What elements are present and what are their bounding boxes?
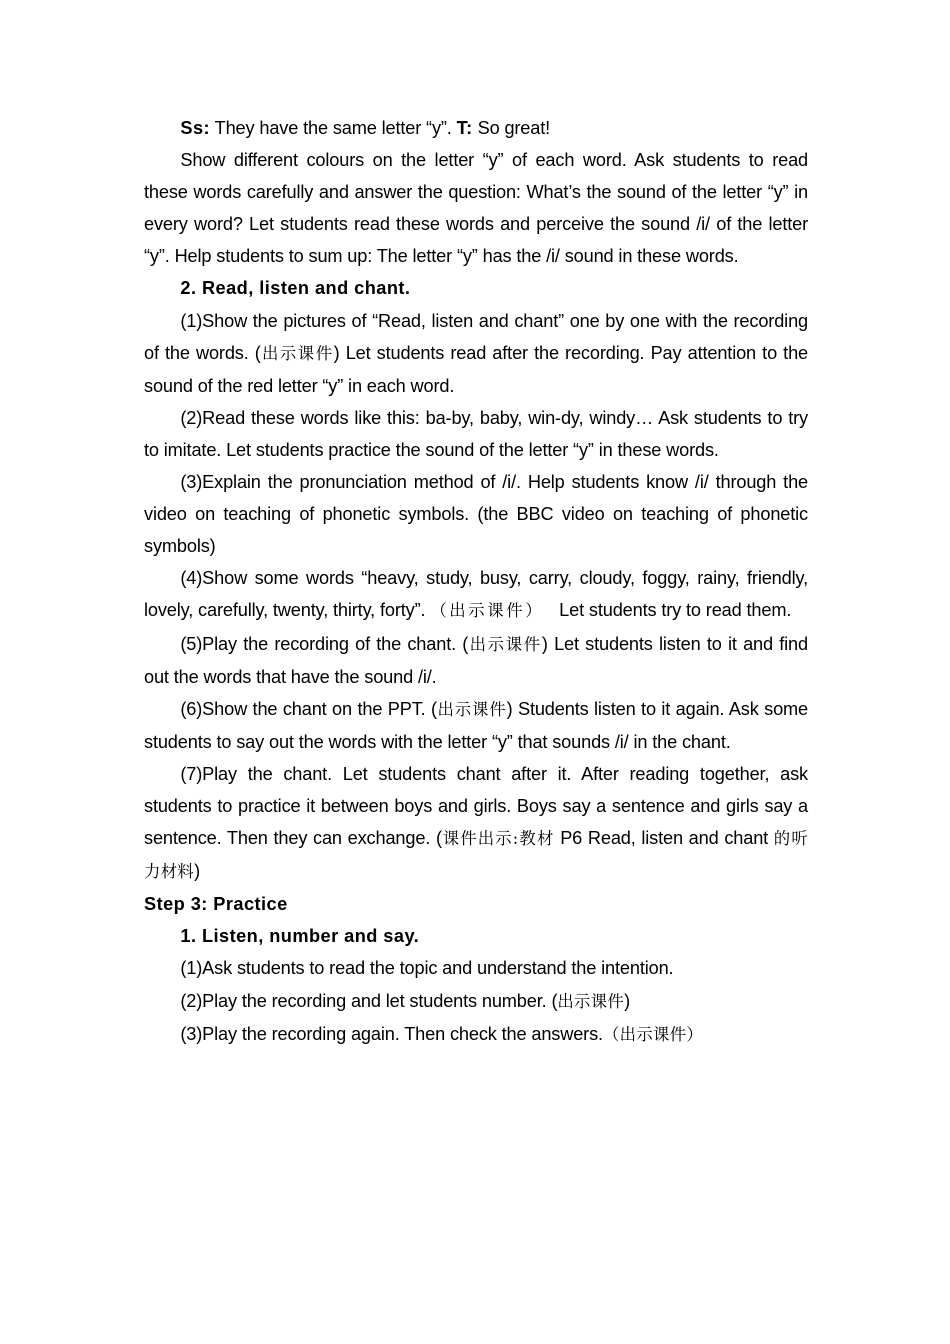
item-6-text-b: ) Students listen to it again. Ask some students to say out the words with the letter “y” that sounds /i/ in the chant. [144, 698, 808, 752]
item-1-chinese-note: 出示课件 [260, 343, 334, 363]
item-5-text-a: (5)Play the recording of the chant. ( [180, 633, 469, 654]
paragraph-item-7 [144, 758, 808, 888]
item-4-text-a: (4)Show some words “heavy, study, busy, carry, cloudy, foggy, rainy, friendly, lovely, carefully, twenty, thirty, forty”. [144, 568, 808, 621]
document-text-body [144, 112, 808, 1051]
heading-read-listen-chant [144, 272, 808, 304]
item-1-text-a: (1)Show the pictures of “Read, listen and chant” one by one with the recording of the words. ( [144, 310, 808, 363]
paragraph-practice-2 [144, 985, 808, 1018]
paragraph-item-4 [144, 562, 808, 627]
practice-2-text-b: ) [624, 990, 631, 1011]
t-utterance: So great! [472, 118, 551, 138]
item-5-chinese-note: 出示课件 [468, 634, 542, 654]
item-6-chinese-note: 出示课件 [436, 699, 507, 719]
paragraph-item-6 [144, 693, 808, 758]
item-7-chinese-note-1: 课件出示:教材 [441, 829, 555, 849]
heading-listen-number-say [144, 920, 808, 952]
item-4-chinese-note: （出示课件） [430, 601, 545, 621]
ss-utterance: They have the same letter “y”. [210, 118, 457, 138]
paragraph-item-2: (2)Read these words like this: ba-by, baby, win-dy, windy… Ask students to try to imitate. Let students practice the sound of the letter “y” in these words. [144, 407, 808, 460]
item-7-chinese-note-2: 的听力材料 [144, 829, 809, 882]
heading-step-3-label: Step 3: Practice [144, 894, 288, 915]
paragraph-show-colours: Show different colours on the letter “y” of each word. Ask students to read these words carefully and answer the question: What’s the sound of the letter “y” in every word? Let students read these words and perceive the sound /i/ of the letter “y”. Help students to sum up: The letter “y” has the /i/ sound in these words. [144, 150, 808, 267]
item-1-text-b: ) Let students read after the recording. Pay attention to the sound of the red letter “y” in each word. [144, 342, 809, 396]
practice-2-chinese-note: 出示课件 [557, 991, 625, 1011]
item-7-text-mid: P6 Read, listen and chant [554, 828, 774, 849]
paragraph-ss-t-dialogue [144, 112, 808, 144]
paragraph-item-5 [144, 628, 808, 693]
speaker-label-ss: Ss: [180, 118, 211, 138]
practice-3-text-a: (3)Play the recording again. Then check the answers. [180, 1023, 603, 1044]
speaker-label-t: T: [456, 118, 473, 138]
item-5-text-b: ) Let students listen to it and find out the words that have the sound /i/. [144, 633, 808, 687]
paragraph-item-3: (3)Explain the pronunciation method of /i/. Help students know /i/ through the video on teaching of phonetic symbols. (the BBC video on teaching of phonetic symbols) [144, 472, 808, 557]
paragraph-practice-1: (1)Ask students to read the topic and understand the intention. [180, 958, 674, 979]
item-4-text-b: Let students try to read them. [554, 600, 792, 621]
item-6-text-a: (6)Show the chant on the PPT. ( [180, 698, 437, 719]
heading-2-label: 2. Read, listen and chant. [180, 278, 411, 299]
paragraph-item-1 [144, 305, 808, 402]
practice-2-text-a: (2)Play the recording and let students number. ( [180, 990, 558, 1011]
heading-1-label: 1. Listen, number and say. [180, 926, 420, 947]
paragraph-practice-3 [144, 1018, 808, 1051]
heading-step-3 [144, 888, 808, 920]
practice-3-chinese-note: （出示课件） [602, 1024, 704, 1044]
item-7-text-a: (7)Play the chant. Let students chant after it. After reading together, ask students to practice it between boys and girls. Boys say a sentence and girls say a sentence. Then they can exchange. ( [144, 763, 808, 849]
item-7-text-b: ) [194, 861, 200, 882]
